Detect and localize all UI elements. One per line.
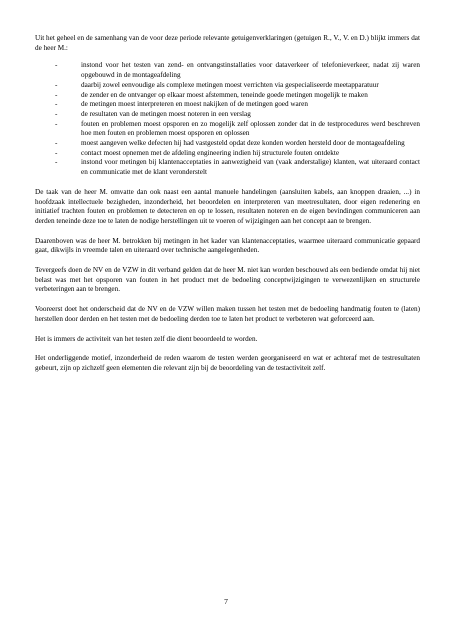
body-paragraph: Daarenboven was de heer M. betrokken bij metingen in het kader van klantenacceptaties, waarmee uiteraard communicatie gepaard gaat, dikwijls in vreemde talen en uiteraard over technische aangelegenheden. [35,236,420,255]
bullet-text: de zender en de ontvanger op elkaar moest afstemmen, teneinde goede metingen mogelijk te maken [81,90,368,99]
bullet-item [35,91,420,101]
bullet-text: contact moest opnemen met de afdeling engineering indien hij structurele fouten ontdekte [81,148,340,157]
bullet-text: moest aangeven welke defecten hij had vastgesteld opdat deze konden worden hersteld door de montageafdeling [81,139,405,148]
body-paragraph: De taak van de heer M. omvatte dan ook naast een aantal manuele handelingen (aansluiten kabels, aan knoppen draaien, ...) in hoofdzaak intellectuele bezigheden, inzonderheid, het beoordelen en interpreteren van meetresultaten, door eigen redenering en initiatief trachten fouten en problemen te detecteren en op te lossen, resultaten noteren en de eigen bevindingen communiceren aan derden teneinde deze toe te laten de nodige herstellingen uit te voeren of wijzigingen aan het concept aan te brengen. [35,187,420,225]
bullet-item [35,139,420,149]
bullet-text: instond voor metingen bij klantenacceptaties in aanwezigheid van (vaak anderstalige) klanten, wat uiteraard contact en communicatie met de klant veronderstelt [81,158,420,177]
bullet-item [35,149,420,159]
bullet-list [35,61,420,177]
bullet-text: fouten en problemen moest opsporen en zo mogelijk zelf oplossen zonder dat in de testprocedures werd beschreven hoe men fouten en problemen moest opsporen en oplossen [81,119,420,138]
bullet-text: de resultaten van de metingen moest noteren in een verslag [81,109,251,118]
bullet-dash: - [55,80,58,89]
bullet-item [35,120,420,139]
bullet-item [35,158,420,177]
bullet-item [35,110,420,120]
bullet-dash: - [55,100,58,109]
bullet-item [35,81,420,91]
bullet-item [35,100,420,110]
intro-paragraph: Uit het geheel en de samenhang van de voor deze periode relevante getuigenverklaringen (getuigen R., V., V. en D.) blijkt immers dat de heer M.: [35,34,420,52]
body-paragraph: Het onderliggende motief, inzonderheid de reden waarom de testen werden georganiseerd en wat er achteraf met de testresultaten gebeurt, zijn op zichzelf geen elementen die relevant zijn bij de beoordeling van de testactiviteit zelf. [35,354,420,372]
bullet-dash: - [55,119,58,128]
bullet-dash: - [55,61,58,70]
bullet-text: daarbij zowel eenvoudige als complexe metingen moest verrichten via gespecialiseerde meetapparatuur [81,80,379,89]
bullet-text: instond voor het testen van zend- en ontvangstinstallaties voor dataverkeer of telefonieverkeer, nadat zij waren opgebouwd in de montageafdeling [81,61,420,80]
body-paragraph: Vooreerst doet het onderscheid dat de NV en de VZW willen maken tussen het testen met de bedoeling handmatig fouten te (laten) herstellen door derden en het testen met de bedoeling derden toe te laten het product te verbeteren wat geforceerd aan. [35,305,420,323]
bullet-text: de metingen moest interpreteren en moest nakijken of de metingen goed waren [81,100,308,109]
bullet-dash: - [55,90,58,99]
bullet-dash: - [55,109,58,118]
body-paragraph: Tevergeefs doen de NV en de VZW in dit verband gelden dat de heer M. niet kan worden beschouwd als een bediende omdat hij niet belast was met het opsporen van fouten in het product met de bedoeling conceptwijzigingen te verwezenlijken en structurele verbeteringen aan te brengen. [35,266,420,294]
bullet-dash: - [55,139,58,148]
bullet-item [35,61,420,80]
bullet-dash: - [55,148,58,157]
body-paragraph: Het is immers de activiteit van het testen zelf die dient beoordeeld te worden. [35,334,258,343]
page-number: 7 [224,597,228,606]
bullet-dash: - [55,158,58,167]
